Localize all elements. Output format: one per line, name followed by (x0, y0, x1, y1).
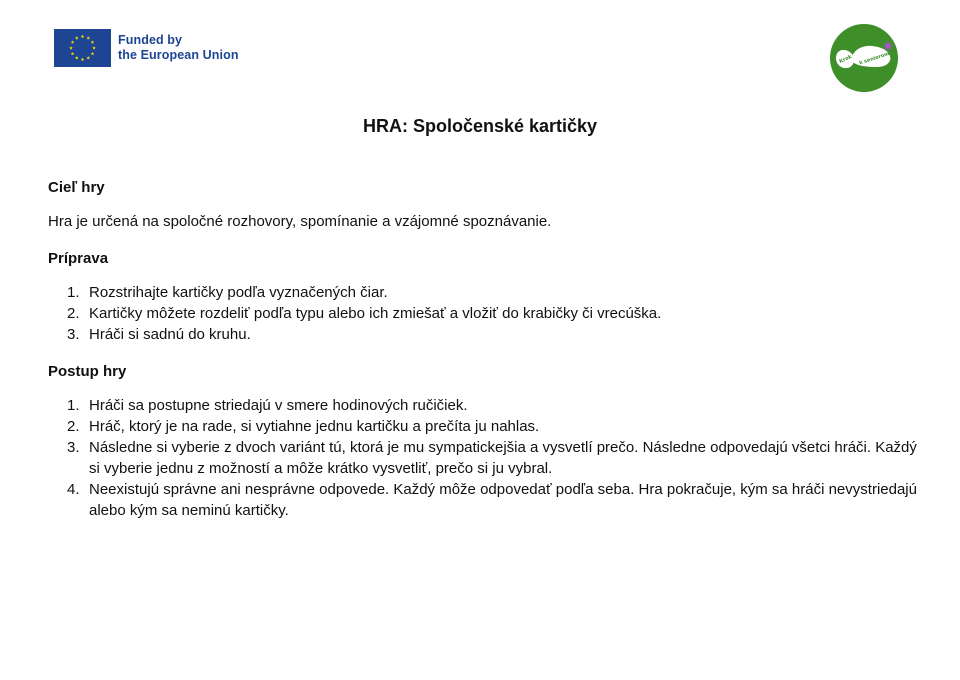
logo-text-krok: Krok (838, 53, 853, 65)
list-item-text: Rozstrihajte kartičky podľa vyznačených čiar. (89, 284, 388, 301)
list-item (48, 324, 918, 345)
list-item-text: Hráči sa postupne striedajú v smere hodinových ručičiek. (89, 397, 468, 414)
list-item-text: Hráč, ktorý je na rade, si vytiahne jednu kartičku a prečíta ju nahlas. (89, 418, 540, 435)
list-item (48, 395, 918, 416)
list-item (48, 437, 918, 479)
list-item-number: 4. (67, 481, 80, 498)
eu-funding-line-2: the European Union (118, 48, 239, 62)
eu-funding-logo (54, 29, 239, 67)
list-item (48, 416, 918, 437)
goal-heading: Cieľ hry (48, 179, 105, 196)
document-body (48, 177, 918, 521)
list-item-number: 2. (67, 305, 80, 322)
preparation-list (48, 282, 918, 345)
list-item-number: 1. (67, 397, 80, 414)
list-item-text: Následne si vyberie z dvoch variánt tú, ktorá je mu sympatickejšia a vysvetlí prečo. Následne odpovedajú všetci hráči. Každý si vyberie jednu z možností a môže krátko vysvetliť, prečo si ju vybral. (89, 439, 917, 477)
list-item-number: 3. (67, 326, 80, 343)
list-item (48, 282, 918, 303)
preparation-heading: Príprava (48, 250, 109, 267)
eu-funding-text (118, 33, 239, 63)
list-item-text: Neexistujú správne ani nesprávne odpovede. Každý môže odpovedať podľa seba. Hra pokračuje, kým sa hráči nevystriedajú alebo kým sa neminú kartičky. (89, 481, 917, 519)
procedure-list (48, 395, 918, 521)
goal-text: Hra je určená na spoločné rozhovory, spomínanie a vzájomné spoznávanie. (48, 213, 552, 230)
list-item-text: Kartičky môžete rozdeliť podľa typu alebo ich zmiešať a vložiť do krabičky či vrecúška. (89, 305, 662, 322)
list-item (48, 303, 918, 324)
list-item-number: 2. (67, 418, 80, 435)
krok-k-seniorom-logo (830, 24, 898, 92)
eu-flag-icon (54, 29, 111, 67)
list-item-text: Hráči si sadnú do kruhu. (89, 326, 251, 343)
eu-funding-line-1: Funded by (118, 33, 183, 47)
logo-text-k-seniorom: k seniorom (858, 51, 891, 67)
page-title: HRA: Spoločenské kartičky (362, 116, 598, 136)
list-item (48, 479, 918, 521)
list-item-number: 3. (67, 439, 80, 456)
procedure-heading: Postup hry (48, 363, 127, 380)
list-item-number: 1. (67, 284, 80, 301)
